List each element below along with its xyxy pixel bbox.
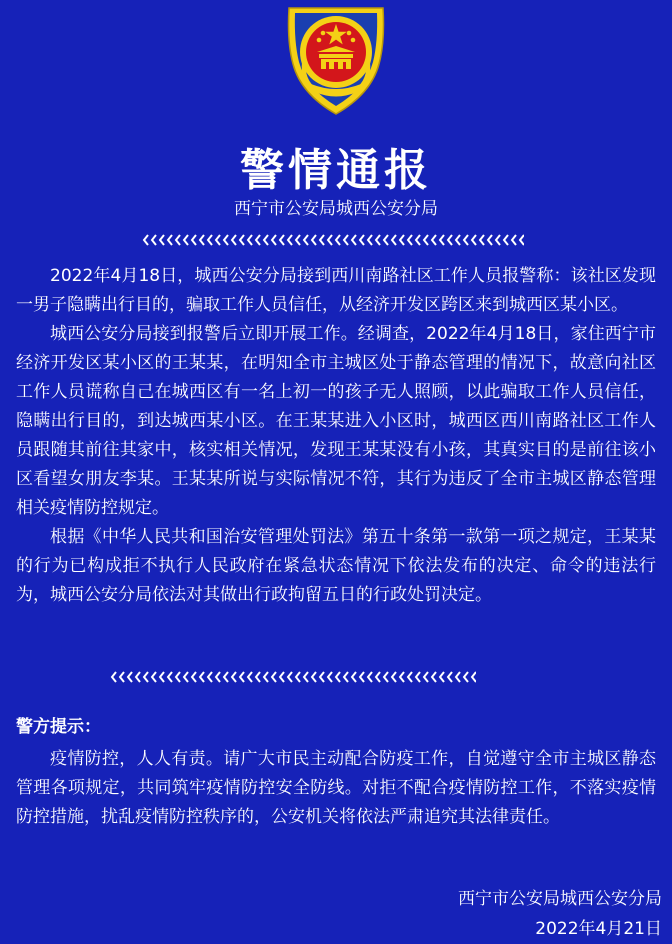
signature-date: 2022年4月21日 — [535, 919, 662, 939]
signature-issuer: 西宁市公安局城西公安分局 — [458, 889, 662, 909]
body-paragraph: 2022年4月18日，城西公安分局接到西川南路社区工作人员报警称：该社区发现一男子隐瞒出行目的，骗取工作人员信任，从经济开发区跨区来到城西区某小区。 — [16, 266, 656, 315]
tips-heading: 警方提示： — [16, 717, 101, 737]
body-paragraph: 根据《中华人民共和国治安管理处罚法》第五十条第一款第一项之规定，王某某的行为已构成拒不执行人民政府在紧急状态情况下依法发布的决定、命令的违法行为，城西公安分局依法对其做出行政拘留五日的行政处罚决定。 — [16, 527, 656, 605]
page-title: 警情通报 — [240, 145, 432, 196]
chevron-divider-top — [142, 234, 524, 246]
body-paragraph: 城西公安分局接到报警后立即开展工作。经调查，2022年4月18日，家住西宁市经济开发区某小区的王某某，在明知全市主城区处于静态管理的情况下，故意向社区工作人员谎称自己在城西区有一名上初一的孩子无人照顾，以此骗取工作人员信任，隐瞒出行目的，到达城西某小区。在王某某进入小区时，城西区西川南路社区工作人员跟随其前往其家中，核实相关情况，发现王某某没有小孩，其真实目的是前往该小区看望女朋友李某。王某某所说与实际情况不符，其行为违反了全市主城区静态管理相关疫情防控规定。 — [16, 324, 656, 518]
tips-paragraph: 疫情防控，人人有责。请广大市民主动配合防疫工作，自觉遵守全市主城区静态管理各项规定，共同筑牢疫情防控安全防线。对拒不配合疫情防控工作，不落实疫情防控措施，扰乱疫情防控秩序的，公安机关将依法严肃追究其法律责任。 — [16, 749, 656, 827]
signature-block — [458, 884, 662, 944]
issuer-subtitle: 西宁市公安局城西公安分局 — [234, 199, 438, 219]
chevron-divider-bottom — [110, 671, 476, 683]
tips-body — [16, 745, 656, 832]
notice-body — [16, 262, 656, 610]
police-emblem-icon — [275, 2, 397, 124]
